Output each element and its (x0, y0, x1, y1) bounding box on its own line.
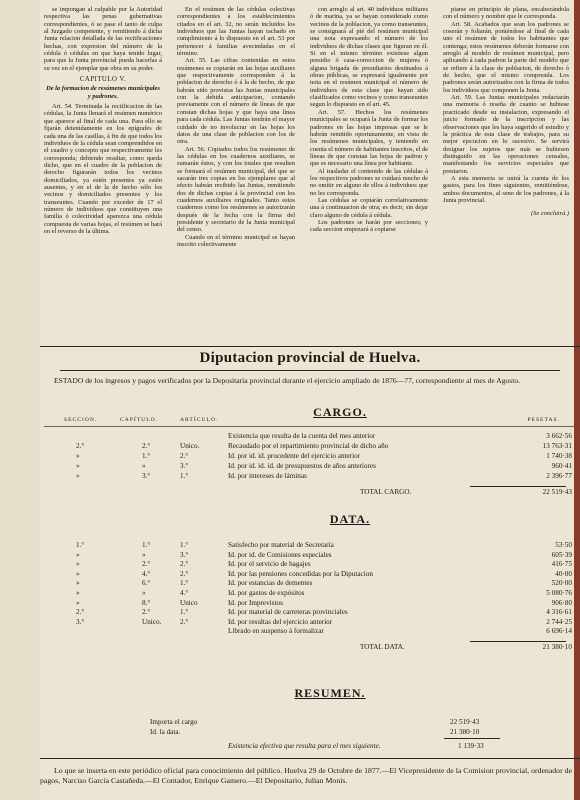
paragraph: Cuando en el término municipal se hayan inscrito colectivamente (177, 233, 295, 248)
resumen-row (0, 728, 580, 737)
capitulo-cell: 4.° (142, 569, 151, 578)
paragraph: En el resúmen de las cédulas colectivas correspondientes á los establecimientos citados en el art. 32, no serán incluidos los individuos que las Juntas hayan tachado en cumplimiento á lo dispuesto en el art. 53 por pertenecer á familias avecindadas en el término. (177, 6, 295, 58)
amount-cell: 906·80 (551, 598, 572, 607)
table-row (0, 589, 580, 598)
articulo-cell: 1.° (180, 541, 189, 549)
articulo-cell: Unico. (180, 442, 200, 450)
capitulo-cell: » (142, 589, 146, 597)
header-pesetas: PESETAS. (527, 417, 560, 423)
capitulo-cell: 2.° (142, 608, 151, 617)
seccion-cell: » (76, 589, 80, 597)
capitulo-cell: » (142, 462, 146, 470)
table-row (0, 579, 580, 588)
capitulo-cell: 1.° (142, 452, 151, 460)
page-title: Diputacion provincial de Huelva. (199, 350, 421, 366)
statement-intro: ESTADO de los ingresos y pagos verificados por la Depositaría provincial durante el ejercicio ampliado de 1876—77, correspondiente al mes de Agosto. (54, 376, 521, 385)
cargo-total-row (0, 488, 580, 497)
seccion-cell: » (76, 462, 80, 470)
amount-cell: 2 744·25 (546, 617, 572, 626)
articulo-cell: 3.° (180, 462, 189, 470)
capitulo-cell: 2.° (142, 442, 151, 450)
page-margin (0, 0, 40, 800)
amount-cell: 6 696·14 (546, 627, 572, 636)
description-cell: Id. por gastos de expósitos (228, 589, 305, 597)
header-divider (44, 426, 574, 427)
cargo-title: CARGO. (313, 405, 367, 419)
amount-cell: 960·41 (551, 462, 572, 470)
amount-cell: 520·00 (551, 579, 572, 588)
description-cell: Id. por las pensiones concedidas por la Diputacion (228, 569, 373, 578)
paragraph: Art. 56. Copiados todos los resúmenes de las cédulas en los cuadernos auxiliares, se sumarán éstos, y con los totales que resulten se formará el resúmen municipal, del que se sacarán tres copias en los ejemplares que al efecto habrán recibido las Juntas, remitiendo dos de dichas copias á la provincial con los cuadernos auxiliares originales. Tanto estos cuadernos como los resúmenes se autorizarán después de la fecha con la firma del presidente y secretario de la Junta municipal del censo. (177, 145, 295, 234)
title-divider (60, 370, 560, 371)
table-row (0, 452, 580, 461)
paragraph: con arreglo al art. 40 individuos militares ó de marina, ya se hayan considerado como vecinos de la poblacion, ya como transeuntes, se consignará al pié del resúmen municipal una nota expresando el número de los individuos de dichas clases que figuran en él. Si en el mismo término existiese algun presidio ó casa-correccion de mujeres ó alguna brigada de presidiarios destinados á obras públicas, se expresará igualmente por nota en el resúmen municipal el número de individuos de esta clase que hayan sido clasificados como vecinos y como transeuntes segun lo dispuesto en el art. 45. (310, 6, 428, 109)
table-row (0, 608, 580, 617)
section-divider (40, 346, 580, 347)
paragraph: Art. 55. Las cifras contenidas en estos resúmenes se copiarán en las hojas auxiliares que respectivamente corresponden á la poblacion de derecho ó á la de hecho, de que habrán sido provistas las Juntas municipales con la debida anticipacion, contando previamente con el número de líneas de que constan dichas hojas y que haya una línea para cada cédula. Las Juntas tendrán el mayor cuidado de no involucrar en las hojas los datos de una clase de poblacion con los de otra. (177, 57, 295, 146)
paragraph: se impongan al culpable por la Autoridad respectiva las penas gubernativas correspondientes, ó se pase el tanto de culpa al Juzgado competente, y remitiendo á dicha Junta relacion detallada de las rectificaciones hechas, con expresion del número de la cédula ó cédulas en que haya tenido lugar, para que la Junta provincial pueda hacerlas á su vez en el ejemplar que obra en su poder. (44, 6, 162, 72)
paragraph: Art. 58. Acabados que sean los padrones se coserán y foliarán, poniéndose al final de cada uno el resúmen de todos los habitantes que contenga; estos resúmenes deberán formarse con arreglo al modelo de resúmen municipal, pero aplicando á cada padron la parte del modelo que se refiere á la clase de poblacion, de derecho ó de hecho, que el mismo comprenda. Los padrones serán autorizados con la firma de todos los individuos que componen la Junta. (443, 20, 569, 94)
description-cell: Recaudado por el repartimiento provincial de dicho año (228, 442, 389, 450)
seccion-cell: » (76, 598, 80, 607)
table-row (0, 432, 580, 441)
articulo-cell: 2.° (180, 569, 189, 578)
seccion-cell: » (76, 560, 80, 569)
table-row (0, 472, 580, 481)
amount-cell: 40·00 (555, 569, 572, 578)
articulo-cell: 3.° (180, 550, 189, 559)
chapter-subheading: De la formacion de resúmenes municipales y padrones. (46, 85, 160, 100)
paragraph: Al trasladar el contenido de las cédulas á los respectivos padrones se cuidará mucho de no omitir en alguno de ellos á individuos que no les corresponda. (310, 167, 428, 197)
resumen-title: RESUMEN. (294, 686, 366, 700)
existencia-label: Existencia efectiva que resulta para el mes siguiente. (228, 742, 381, 750)
table-row (0, 560, 580, 569)
cargo-total-label: TOTAL CARGO. (360, 488, 412, 496)
articulo-cell: 1.° (180, 472, 189, 480)
articulo-cell: 1.° (180, 608, 189, 617)
seccion-cell: 2.° (76, 608, 85, 617)
data-total-rule (470, 641, 566, 642)
paragraph: Las cédulas se copiarán correlativamente una á continuacion de otra; es decir, sin dejar claro alguno de cédula á cédula. (310, 196, 428, 219)
paragraph: Art. 59. Las Juntas municipales redactarán una memoria ó reseña de cuanto se hubiese practicado desde su instalacion, expresando el juicio formado de la inscripcion y las observaciones que les haya sugerido el estudio y la práctica de esta clase de trabajos, para su mejor ejecucion en lo sucesivo. Se servirá designar los sujetos que más se hubiesen distinguido en las operaciones censales, manifestando los servicios especiales que prestaron. (443, 94, 569, 175)
page-edge (574, 0, 580, 800)
resumen-amount: 21 380·10 (450, 728, 480, 736)
continuation-note: (Se concluirá.) (531, 210, 569, 218)
paragraph: Los padrones se harán por secciones; y cada seccion empezará á copiarse (310, 218, 428, 234)
amount-cell: 13 763·31 (542, 442, 572, 450)
amount-cell: 5 080·76 (546, 589, 572, 597)
table-row (0, 599, 580, 608)
capitulo-cell: 2.° (142, 560, 151, 569)
articulo-cell: Unico (180, 598, 198, 607)
seccion-cell: 1.° (76, 541, 85, 549)
description-cell: Id. por el servicio de bagajes (228, 560, 311, 569)
footer-text: Lo que se inserta en este periódico oficial para conocimiento del público. Huelva 29 de Octubre de 1877.—El Vicepresidente de la Comision provincial, ordenador de pagos, Narciso García Castañeda.—El Contador, Enrique Gamero.—El Depositario, Julian Monis. (40, 766, 572, 785)
amount-cell: 2 396·77 (546, 472, 572, 480)
seccion-cell: 3.° (76, 617, 85, 626)
data-total-amount: 21 380·10 (542, 643, 572, 651)
description-cell: Id. por estancias de dementes (228, 579, 313, 588)
amount-cell: 4 316·61 (546, 608, 572, 617)
seccion-cell: 2.° (76, 442, 85, 450)
articulo-cell: 1.° (180, 579, 189, 588)
cargo-total-amount: 22 519·43 (542, 488, 572, 496)
amount-cell: 605·39 (551, 550, 572, 559)
capitulo-cell: 1.° (142, 541, 151, 549)
table-row (0, 541, 580, 550)
capitulo-cell: 8.° (142, 598, 151, 607)
amount-cell: 3 662·56 (546, 432, 572, 440)
capitulo-cell: 3.° (142, 472, 151, 480)
paragraph: Art. 54. Terminada la rectificacion de las cédulas, la Junta llenará el resúmen numérico que aparece al final de cada una. Para ello se fijarán detenidamente en los epígrafes de cada una de las casillas, á fin de que todos los individuos de la cédula sean comprendidos en el cuadro y concepto que respectivamente les corresponda; debiendo resultar, como queda dicho, que en el cuadro de la poblacion de derecho figurarán todos los vecinos domiciliados, ya estén presentes ya estén ausentes, y en el de la de hecho sólo los vecinos y domiciliados presentes y los transeuntes. Cuando por exceder de 17 el número de individuos que constituyen una familia ó colectividad aparezca una cédula compuesta de varias hojas, el resúmen se hará en el reverso de la última. (44, 103, 162, 235)
amount-cell: 53·50 (555, 541, 572, 549)
seccion-cell: » (76, 550, 80, 559)
articulo-cell: 2.° (180, 617, 189, 626)
cargo-total-rule (470, 486, 566, 487)
existencia-row (0, 742, 580, 751)
capitulo-cell: » (142, 550, 146, 559)
footer-divider (40, 758, 580, 759)
description-cell: Id. por resultas del ejercicio anterior (228, 617, 333, 626)
resumen-row (0, 718, 580, 727)
capitulo-cell: Unico. (142, 617, 162, 626)
description-cell: Id. por id. de Comisiones especiales (228, 550, 332, 559)
text-column-4 (443, 6, 569, 346)
description-cell: Id. por material de carreteras provinciales (228, 608, 348, 617)
description-cell: Id. por id. id. id. de presupuestos de años anteriores (228, 462, 376, 470)
chapter-heading: CAPITULO V. (79, 76, 127, 84)
table-row (0, 462, 580, 471)
description-cell: Id. por id. id. procedente del ejercicio anterior (228, 452, 361, 460)
resumen-label: Id. la data. (150, 728, 181, 736)
articulo-cell: 2.° (180, 452, 189, 460)
description-cell: Satisfecho por material de Secretaría (228, 541, 334, 549)
description-cell: Id. por intereses de láminas (228, 472, 307, 480)
data-title: DATA. (329, 512, 371, 526)
description-cell: Existencia que resulta de la cuenta del mes anterior (228, 432, 376, 440)
header-capitulo: CAPÍTULO. (120, 417, 159, 423)
header-seccion: SECCION. (64, 417, 98, 423)
paragraph: A esta memoria se unirá la cuenta de los gastos, para los fines siguientes, remitiéndose, ambos documentos, al seno de los padrones, á la Junta provincial. (443, 174, 569, 204)
description-cell: Librado en suspenso á formalizar (228, 627, 324, 636)
seccion-cell: » (76, 569, 80, 578)
paragraph: Art. 57. Hechos los resúmenes municipales se ocupará la Junta de formar los padrones en las hojas impresas que se le habrán remitido oportunamente, en vista de los resúmenes municipales, y teniendo en cuenta el número de habitantes inscritos, el de líneas de que constan las hojas de padron y que es necesario una línea por habitante. (310, 108, 428, 168)
seccion-cell: » (76, 452, 80, 460)
amount-cell: 1 740·38 (546, 452, 572, 460)
resumen-label: Importa el cargo (150, 718, 198, 726)
existencia-amount: 1 139·33 (458, 742, 484, 750)
paragraph: piarse en principio de plana, encabezándola con el número y nombre que le corresponda. (443, 6, 569, 21)
seccion-cell: » (76, 472, 80, 480)
resumen-amount: 22 519·43 (450, 718, 480, 726)
data-total-row (0, 643, 580, 652)
table-row (0, 618, 580, 627)
text-column-3 (310, 6, 428, 346)
amount-cell: 416·75 (551, 560, 572, 569)
resumen-rule (444, 738, 500, 739)
header-articulo: ARTÍCULO. (180, 417, 219, 423)
capitulo-cell: 6.° (142, 579, 151, 588)
articulo-cell: 4.° (180, 589, 189, 597)
data-total-label: TOTAL DATA. (360, 643, 405, 651)
text-column-1 (44, 6, 162, 346)
text-column-2 (177, 6, 295, 346)
table-row (0, 551, 580, 560)
table-row (0, 570, 580, 579)
description-cell: Id. por Imprevistos (228, 598, 283, 607)
table-row (0, 442, 580, 451)
articulo-cell: 2.° (180, 560, 189, 569)
seccion-cell: » (76, 579, 80, 588)
table-row (0, 627, 580, 636)
